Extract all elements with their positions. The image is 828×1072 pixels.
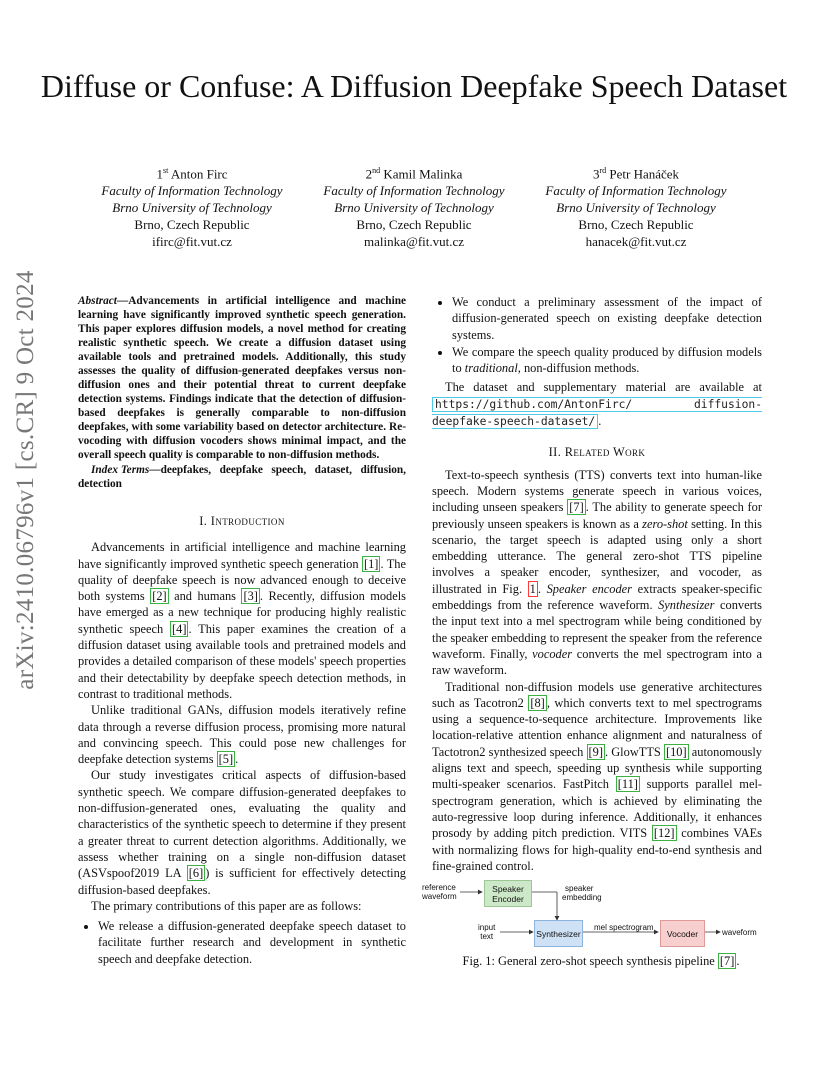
speaker-embedding-label: speaker embedding — [562, 884, 602, 902]
arxiv-identifier: arXiv:2410.06796v1 [cs.CR] 9 Oct 2024 — [12, 270, 39, 690]
intro-paragraph-2: Unlike traditional GANs, diffusion models iteratively refine data through a reverse diffusion process, promising more natural and convincing speech. This could pose new challenges for deepfake detection systems [5] . — [78, 703, 406, 767]
contributions-list — [78, 918, 406, 967]
citation-link[interactable]: [6] — [188, 866, 204, 881]
citation-link[interactable]: [10] — [665, 744, 687, 759]
left-column — [78, 294, 406, 968]
speaker-encoder-box: Speaker Encoder — [484, 880, 532, 907]
right-column — [432, 294, 762, 874]
citation-link[interactable]: [4] — [172, 621, 187, 636]
figure-link[interactable]: 1 — [529, 581, 536, 596]
section-heading-related-work: II. Related Work — [548, 445, 646, 460]
paper-title: Diffuse or Confuse: A Diffusion Deepfake Speech Dataset — [40, 68, 788, 104]
citation-link[interactable]: [5] — [218, 752, 234, 767]
github-url-link[interactable]: https://github.com/AntonFirc/ diffusion-deepfake-speech-dataset/ — [432, 397, 762, 429]
intro-paragraph-3: Our study investigates critical aspects of diffusion-based synthetic speech. We compare diffusion-generated deepfakes to non-diffusion-generated ones, evaluating the quality and characteristics of the synthetic speech to determine if they present a greater threat to current detection algorithms. Additionally, we assess whether training on a single non-diffusion dataset (ASVspoof2019 LA [6] ) is sufficient for effectively detecting diffusion-based deepfakes. — [78, 768, 406, 897]
index-terms: Index Terms—deepfakes, deepfake speech, dataset, diffusion, detection — [78, 464, 406, 490]
dataset-availability: The dataset and supplementary material are available at https://github.com/AntonFirc/ diffusion-deepfake-speech-dataset/ . — [432, 380, 762, 429]
mel-spectrogram-label: mel spectrogram — [594, 923, 654, 932]
reference-waveform-label: reference waveform — [422, 883, 457, 901]
citation-link[interactable]: [8] — [530, 695, 545, 710]
vocoder-box: Vocoder — [660, 920, 705, 947]
citation-link[interactable]: [3] — [243, 589, 258, 604]
citation-link[interactable]: [9] — [588, 744, 603, 759]
input-text-label: input text — [478, 923, 496, 941]
related-work-paragraph-2: Traditional non-diffusion models use generative architectures such as Tacotron2 [8] , which converts text to mel spectrograms using a sequence-to-sequence architecture. Improvements like location-relative attention enhance alignment and naturalness of Tactotron2 synthesized speech [9] . GlowTTS [10] autonomously aligns text and speech, speeding up synthesis while supporting multi-speaker scenarios. FastPitch [11] supports parallel mel-spectrogram generation, which is achieved by eliminating the auto-regressive loop during inference. Additionally, it enhances prosody by adding pitch prediction. VITS [12] combines VAEs with normalizing flows for high-quality end-to-end synthesis and fine-grained control. — [432, 679, 763, 873]
author-3: 3rd Petr Hanáček Faculty of Information Technology Brno University of Technology Brno, Czech Republic hanacek@fit.vut.cz — [545, 166, 727, 250]
contributions-list-continued — [432, 294, 762, 376]
citation-link[interactable]: [11] — [617, 777, 638, 792]
citation-link[interactable]: [12] — [653, 826, 675, 841]
citation-link[interactable]: [7] — [719, 954, 735, 968]
intro-paragraph-4: The primary contributions of this paper are as follows: — [91, 898, 362, 913]
figure-caption: Fig. 1: General zero-shot speech synthesis pipeline [7] . — [462, 954, 740, 968]
abstract: Abstract—Advancements in artificial intelligence and machine learning have significantly improved synthetic speech generation. This paper explores diffusion models, a novel method for creating realistic synthetic speech. We create a diffusion dataset using available tools and pretrained models. Additionally, this study assesses the quality of diffusion-generated deepfakes versus non-diffusion ones and their potential threat to current deepfake detection systems. Findings indicate that the detection of diffusion-based deepfakes is generally comparable to non-diffusion deepfakes, with some variability based on detector architecture. Re-vocoding with diffusion vocoders shows minimal impact, and the overall speech quality is comparable to non-diffusion methods. — [78, 295, 406, 461]
list-item: • We conduct a preliminary assessment of the impact of diffusion-generated speech on existing deepfake detection systems. — [452, 294, 762, 343]
list-item: • We release a diffusion-generated deepfake speech dataset to facilitate further research and development in synthetic speech and deepfake detection. — [98, 918, 406, 967]
pipeline-diagram — [420, 876, 782, 948]
author-2: 2nd Kamil Malinka Faculty of Information Technology Brno University of Technology Brno, Czech Republic malinka@fit.vut.cz — [323, 166, 505, 250]
waveform-output-label: waveform — [722, 928, 757, 937]
author-1: 1st Anton Firc Faculty of Information Technology Brno University of Technology Brno, Czech Republic ifirc@fit.vut.cz — [101, 166, 283, 250]
citation-link[interactable]: [7] — [569, 500, 584, 515]
intro-paragraph-1: Advancements in artificial intelligence and machine learning have significantly improved synthetic speech generation [1] . The quality of deepfake speech is now advanced enough to deceive both systems [2] and humans [3] . Recently, diffusion models have emerged as a new technique for producing highly realistic synthetic speech [4] . This paper examines the creation of a diffusion dataset using available tools and pretrained models and provides a detailed comparison of these models' speech properties and their detectability by deepfake speech detection methods, in contrast to traditional methods. — [78, 540, 407, 701]
related-work-paragraph-1: Text-to-speech synthesis (TTS) converts text into human-like speech. Modern systems generate speech in various voices, including unseen speakers [7] . The ability to generate speech for previously unseen speakers is known as a zero-shot setting. In this scenario, the target speech is adapted using only a short embedding utterance. The general zero-shot TTS pipeline involves a speaker encoder, synthesizer, and vocoder, as illustrated in Fig. 1 . Speaker encoder extracts speaker-specific embeddings from the reference waveform. Synthesizer converts the input text into a mel spectrogram while being conditioned by the speaker embedding to represent the speaker from the reference waveform. Finally, vocoder converts the mel spectrogram into a raw waveform. — [432, 467, 763, 678]
synthesizer-box: Synthesizer — [534, 920, 583, 947]
list-item: • We compare the speech quality produced by diffusion models to traditional, non-diffusion methods. — [452, 344, 762, 377]
section-heading-introduction: I. Introduction — [199, 514, 285, 528]
citation-link[interactable]: [1] — [363, 556, 379, 571]
citation-link[interactable]: [2] — [152, 589, 167, 604]
